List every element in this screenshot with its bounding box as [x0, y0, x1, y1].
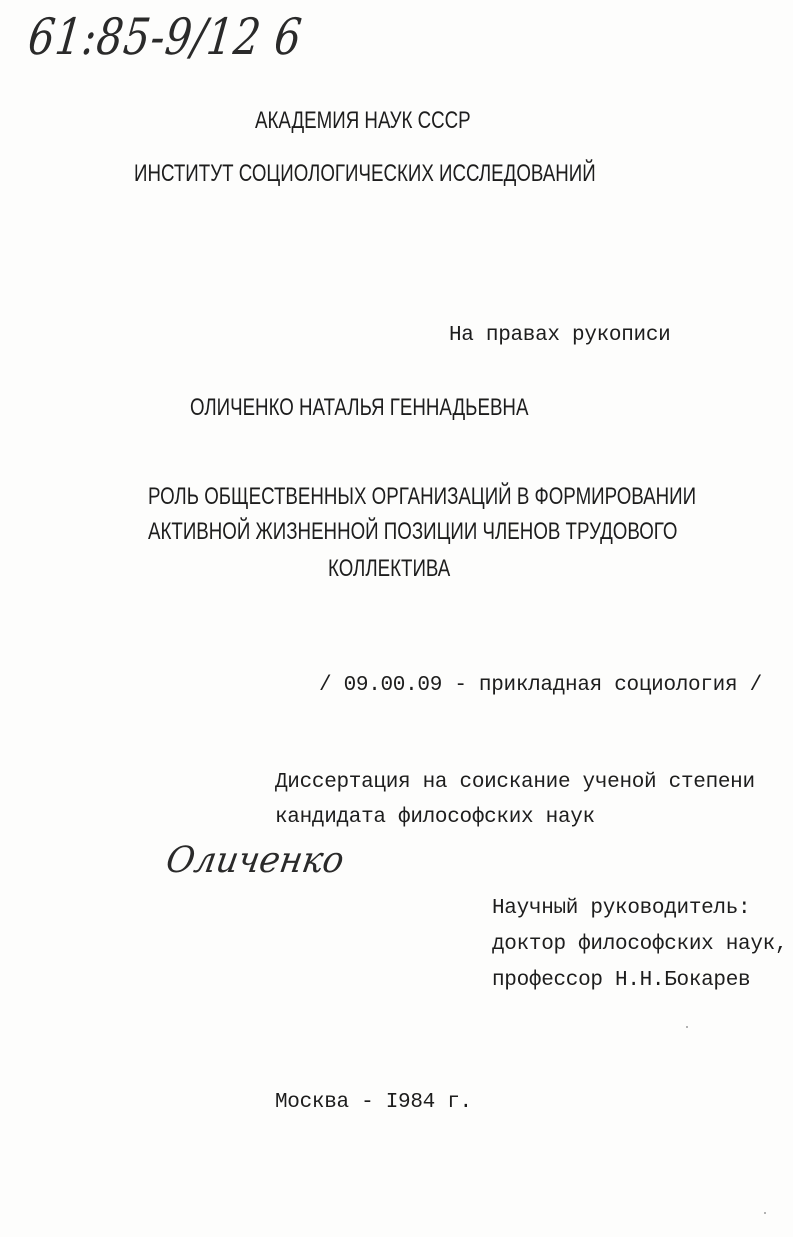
- specialty-code: / 09.00.09 - прикладная социология /: [319, 674, 762, 697]
- author-name: ОЛИЧЕНКО НАТАЛЬЯ ГЕННАДЬЕВНА: [190, 394, 529, 421]
- title-line-1: РОЛЬ ОБЩЕСТВЕННЫХ ОРГАНИЗАЦИЙ В ФОРМИРОВАНИИ: [148, 483, 697, 510]
- handwritten-archive-number: 61:85-9/12 6: [25, 8, 306, 66]
- supervisor-degree: доктор философских наук,: [492, 933, 788, 956]
- title-line-2: АКТИВНОЙ ЖИЗНЕННОЙ ПОЗИЦИИ ЧЛЕНОВ ТРУДОВОГО: [148, 518, 678, 545]
- manuscript-note: На правах рукописи: [449, 324, 671, 347]
- supervisor-label: Научный руководитель:: [492, 897, 751, 920]
- paper-speck: [686, 1026, 688, 1028]
- dissertation-line-2: кандидата философских наук: [275, 806, 595, 829]
- place-and-year: Москва - I984 г.: [275, 1091, 472, 1114]
- title-line-3: КОЛЛЕКТИВА: [328, 555, 451, 582]
- supervisor-name: профессор Н.Н.Бокарев: [492, 969, 751, 992]
- handwritten-signature: Оличенко: [163, 840, 347, 881]
- academy-heading: АКАДЕМИЯ НАУК СССР: [255, 107, 471, 134]
- institute-heading: ИНСТИТУТ СОЦИОЛОГИЧЕСКИХ ИССЛЕДОВАНИЙ: [134, 160, 596, 187]
- dissertation-line-1: Диссертация на соискание ученой степени: [275, 771, 755, 794]
- paper-speck: [764, 1212, 766, 1214]
